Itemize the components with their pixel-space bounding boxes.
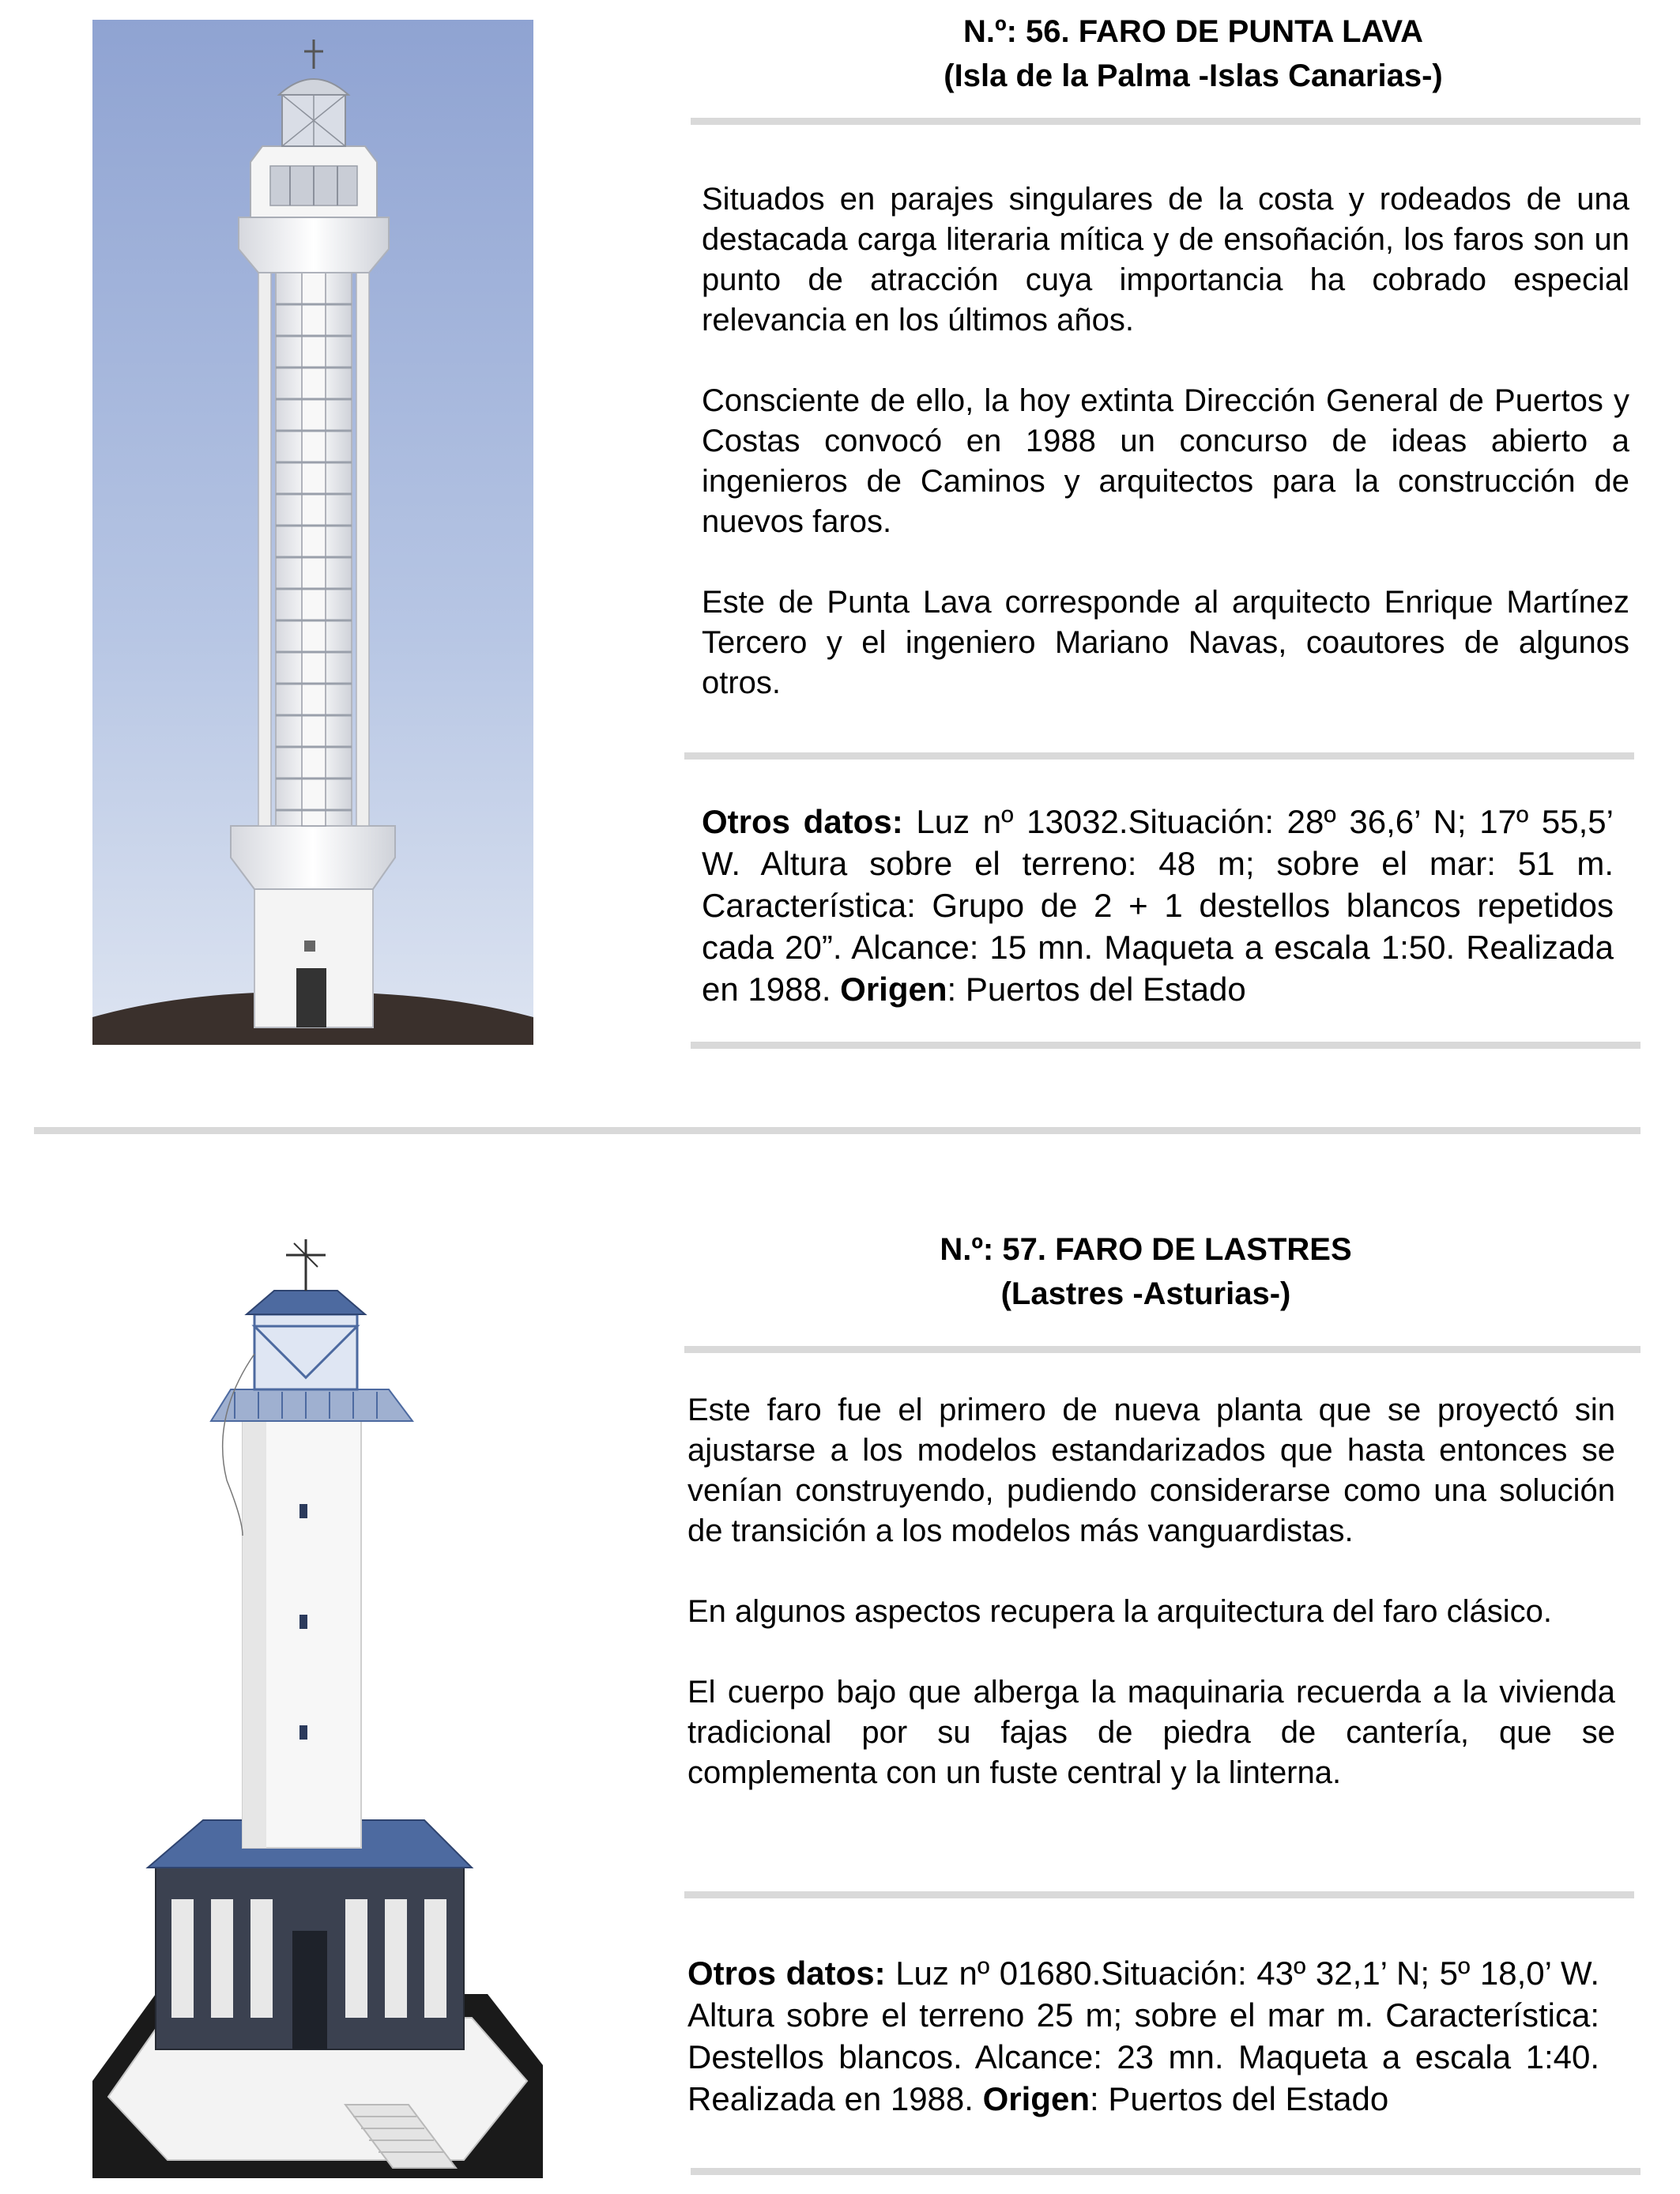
entry-56-title [759,9,1628,98]
entry-57-description [687,1390,1615,1793]
entry-57-origin-text: : Puertos del Estado [1089,2080,1389,2117]
entry-57-title [711,1227,1580,1316]
entry-57-other-data-text: Luz nº 01680.Situación: 43º 32,1’ N; 5º 18,0’ W. Altura sobre el terreno 25 m; sobre el mar m. Característica: Destellos blancos. Alcance: 23 mn. Maqueta a escala 1:40. Realizada en 1988. [687,1955,1600,2117]
entry-56-origin-label: Origen [840,971,947,1008]
entry-57-data-divider [691,2168,1640,2175]
entry-56-description-divider [684,752,1634,760]
entry-57-origin-label: Origen [982,2080,1090,2117]
entry-57-title-line: N.º: 57. FARO DE LASTRES [940,1232,1352,1267]
entry-56-data-divider [691,1042,1640,1049]
lastres-lighthouse-illustration [92,1220,543,2178]
entry-57-other-data [687,1952,1599,2120]
entry-56-other-data-label: Otros datos: [702,803,903,840]
entry-57-other-data-label: Otros datos: [687,1955,886,1992]
entry-56-paragraph-1: Situados en parajes singulares de la costa y rodeados de una destacada carga literaria mítica y de ensoñación, los faros son un punto de atracción cuya importancia ha cobrado especial relevancia en los últimos años. [702,182,1629,337]
entry-57-description-divider [684,1891,1634,1898]
punta-lava-model-photo [92,20,533,1045]
entry-56-subtitle: (Isla de la Palma -Islas Canarias-) [944,58,1443,93]
entry-56-paragraph-2: Consciente de ello, la hoy extinta Dirección General de Puertos y Costas convocó en 1988 un concurso de ideas abierto a ingenieros de Caminos y arquitectos para la construcción de nuevos faros. [702,383,1629,539]
entry-57-title-divider [684,1346,1640,1353]
entry-57-paragraph-3: El cuerpo bajo que alberga la maquinaria recuerda a la vivienda tradicional por su fajas de piedra de cantería, que se complementa con un fuste central y la linterna. [687,1675,1615,1790]
section-separator [34,1127,1640,1134]
entry-56-origin-text: : Puertos del Estado [947,971,1246,1008]
entry-56-other-data [702,801,1614,1010]
punta-lava-lighthouse-illustration [92,20,533,1045]
entry-57-subtitle: (Lastres -Asturias-) [1000,1276,1291,1311]
entry-56-other-data-text: Luz nº 13032.Situación: 28º 36,6’ N; 17º 55,5’ W. Altura sobre el terreno: 48 m; sobre el mar: 51 m. Característica: Grupo de 2 + 1 destellos blancos repetidos cada 20”. Alcance: 15 mn. Maqueta a escala 1:50. Realizada en 1988. [702,803,1614,1008]
entry-56-title-line: N.º: 56. FARO DE PUNTA LAVA [962,14,1424,49]
entry-57-paragraph-1: Este faro fue el primero de nueva planta que se proyectó sin ajustarse a los modelos estandarizados que hasta entonces se venían construyendo, pudiendo considerarse como una solución de transición a los modelos más vanguardistas. [687,1393,1615,1548]
entry-56-title-divider [691,118,1640,125]
entry-57-paragraph-2: En algunos aspectos recupera la arquitectura del faro clásico. [687,1594,1552,1629]
entry-56-paragraph-3: Este de Punta Lava corresponde al arquitecto Enrique Martínez Tercero y el ingeniero Mariano Navas, coautores de algunos otros. [702,585,1629,700]
entry-56-description [702,179,1629,703]
lastres-model-photo [92,1220,543,2178]
